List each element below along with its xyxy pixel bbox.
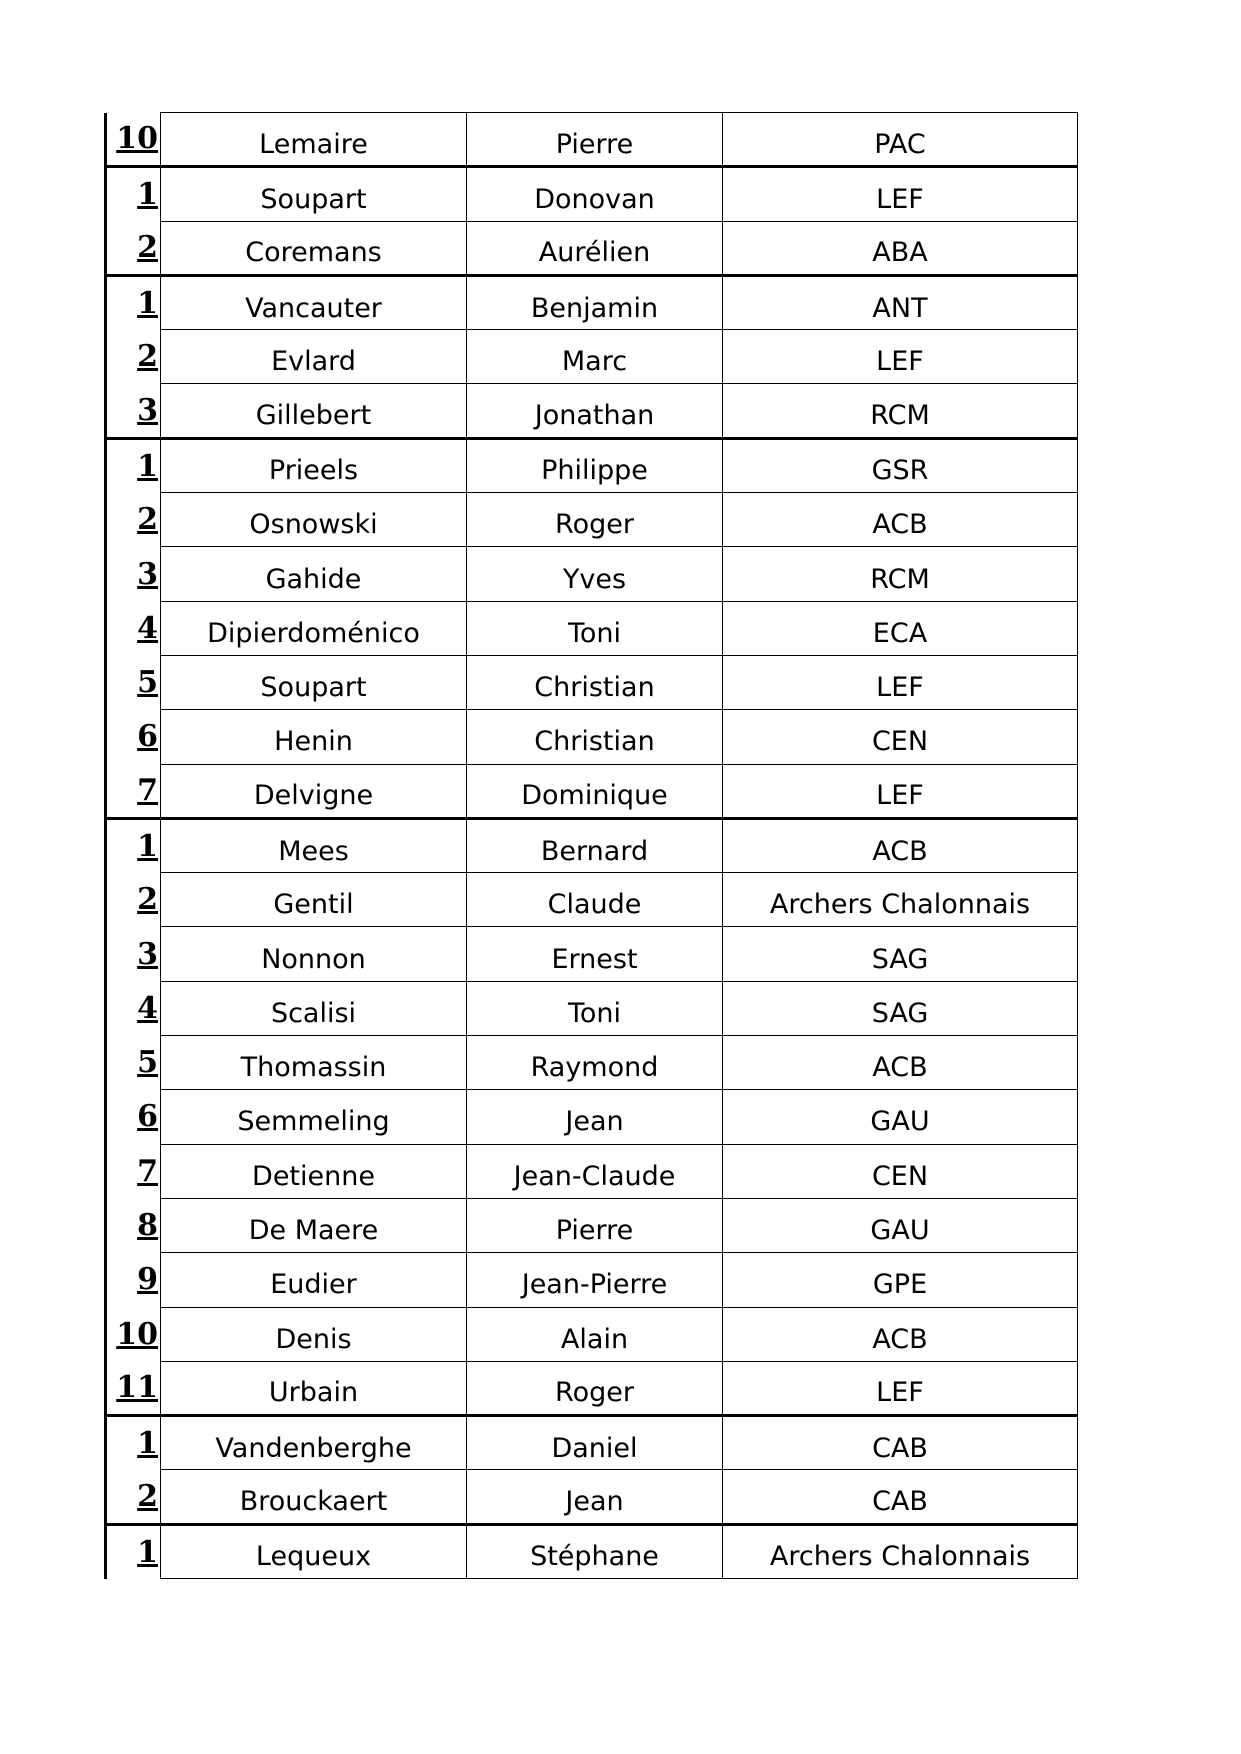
club-cell: SAG	[723, 981, 1078, 1035]
first-name-cell: Stéphane	[467, 1524, 723, 1578]
last-name-cell: Gillebert	[161, 384, 467, 438]
table-row	[106, 1090, 1078, 1144]
table-row	[106, 330, 1078, 384]
club-cell: ACB	[723, 818, 1078, 872]
first-name-cell: Jean-Pierre	[467, 1253, 723, 1307]
club-cell: GPE	[723, 1253, 1078, 1307]
table-row	[106, 493, 1078, 547]
table-row	[106, 1524, 1078, 1578]
table-row	[106, 1470, 1078, 1524]
club-cell: RCM	[723, 547, 1078, 601]
first-name-cell: Daniel	[467, 1416, 723, 1470]
table-row	[106, 275, 1078, 329]
rank-cell: 1	[106, 1524, 161, 1578]
rank-cell: 5	[106, 1036, 161, 1090]
rank-cell: 3	[106, 384, 161, 438]
last-name-cell: Brouckaert	[161, 1470, 467, 1524]
club-cell: CAB	[723, 1470, 1078, 1524]
table-row	[106, 547, 1078, 601]
last-name-cell: Prieels	[161, 438, 467, 492]
last-name-cell: Vandenberghe	[161, 1416, 467, 1470]
last-name-cell: Denis	[161, 1307, 467, 1361]
table-row	[106, 710, 1078, 764]
club-cell: ACB	[723, 1036, 1078, 1090]
rank-cell: 9	[106, 1253, 161, 1307]
table-row	[106, 1036, 1078, 1090]
table-row	[106, 384, 1078, 438]
rank-cell: 8	[106, 1198, 161, 1252]
last-name-cell: Lequeux	[161, 1524, 467, 1578]
club-cell: ABA	[723, 221, 1078, 275]
table-row	[106, 1307, 1078, 1361]
rank-cell: 7	[106, 764, 161, 818]
first-name-cell: Christian	[467, 710, 723, 764]
club-cell: GAU	[723, 1090, 1078, 1144]
club-cell: LEF	[723, 330, 1078, 384]
table-row	[106, 1253, 1078, 1307]
rank-cell: 10	[106, 1307, 161, 1361]
last-name-cell: Soupart	[161, 167, 467, 221]
rank-cell: 1	[106, 275, 161, 329]
club-cell: RCM	[723, 384, 1078, 438]
club-cell: CEN	[723, 710, 1078, 764]
last-name-cell: Eudier	[161, 1253, 467, 1307]
last-name-cell: Gentil	[161, 873, 467, 927]
first-name-cell: Alain	[467, 1307, 723, 1361]
first-name-cell: Toni	[467, 981, 723, 1035]
club-cell: CEN	[723, 1144, 1078, 1198]
last-name-cell: Osnowski	[161, 493, 467, 547]
club-cell: ACB	[723, 493, 1078, 547]
first-name-cell: Jean-Claude	[467, 1144, 723, 1198]
club-cell: CAB	[723, 1416, 1078, 1470]
first-name-cell: Pierre	[467, 1198, 723, 1252]
table-row	[106, 655, 1078, 709]
first-name-cell: Benjamin	[467, 275, 723, 329]
club-cell: ACB	[723, 1307, 1078, 1361]
last-name-cell: De Maere	[161, 1198, 467, 1252]
rank-cell: 1	[106, 818, 161, 872]
table-row	[106, 981, 1078, 1035]
rank-cell: 2	[106, 1470, 161, 1524]
first-name-cell: Pierre	[467, 113, 723, 167]
rank-cell: 11	[106, 1361, 161, 1415]
club-cell: LEF	[723, 167, 1078, 221]
first-name-cell: Philippe	[467, 438, 723, 492]
first-name-cell: Yves	[467, 547, 723, 601]
club-cell: LEF	[723, 655, 1078, 709]
club-cell: LEF	[723, 1361, 1078, 1415]
results-table	[104, 112, 1078, 1579]
club-cell: LEF	[723, 764, 1078, 818]
table-row	[106, 1361, 1078, 1415]
results-table-body	[106, 113, 1078, 1579]
first-name-cell: Aurélien	[467, 221, 723, 275]
table-row	[106, 818, 1078, 872]
last-name-cell: Dipierdoménico	[161, 601, 467, 655]
rank-cell: 5	[106, 655, 161, 709]
first-name-cell: Donovan	[467, 167, 723, 221]
last-name-cell: Nonnon	[161, 927, 467, 981]
first-name-cell: Jean	[467, 1470, 723, 1524]
last-name-cell: Scalisi	[161, 981, 467, 1035]
table-row	[106, 1144, 1078, 1198]
last-name-cell: Mees	[161, 818, 467, 872]
first-name-cell: Jonathan	[467, 384, 723, 438]
first-name-cell: Jean	[467, 1090, 723, 1144]
table-row	[106, 221, 1078, 275]
rank-cell: 6	[106, 1090, 161, 1144]
last-name-cell: Coremans	[161, 221, 467, 275]
last-name-cell: Vancauter	[161, 275, 467, 329]
club-cell: Archers Chalonnais	[723, 873, 1078, 927]
last-name-cell: Evlard	[161, 330, 467, 384]
first-name-cell: Toni	[467, 601, 723, 655]
rank-cell: 2	[106, 221, 161, 275]
club-cell: Archers Chalonnais	[723, 1524, 1078, 1578]
rank-cell: 4	[106, 601, 161, 655]
rank-cell: 2	[106, 873, 161, 927]
first-name-cell: Dominique	[467, 764, 723, 818]
last-name-cell: Thomassin	[161, 1036, 467, 1090]
table-row	[106, 927, 1078, 981]
club-cell: PAC	[723, 113, 1078, 167]
rank-cell: 1	[106, 438, 161, 492]
first-name-cell: Raymond	[467, 1036, 723, 1090]
last-name-cell: Semmeling	[161, 1090, 467, 1144]
club-cell: GSR	[723, 438, 1078, 492]
rank-cell: 3	[106, 927, 161, 981]
club-cell: ECA	[723, 601, 1078, 655]
last-name-cell: Detienne	[161, 1144, 467, 1198]
club-cell: ANT	[723, 275, 1078, 329]
first-name-cell: Roger	[467, 1361, 723, 1415]
rank-cell: 6	[106, 710, 161, 764]
first-name-cell: Roger	[467, 493, 723, 547]
club-cell: GAU	[723, 1198, 1078, 1252]
club-cell: SAG	[723, 927, 1078, 981]
first-name-cell: Christian	[467, 655, 723, 709]
rank-cell: 2	[106, 330, 161, 384]
last-name-cell: Henin	[161, 710, 467, 764]
rank-cell: 1	[106, 1416, 161, 1470]
table-row	[106, 873, 1078, 927]
rank-cell: 4	[106, 981, 161, 1035]
table-row	[106, 113, 1078, 167]
last-name-cell: Lemaire	[161, 113, 467, 167]
first-name-cell: Bernard	[467, 818, 723, 872]
rank-cell: 7	[106, 1144, 161, 1198]
table-row	[106, 438, 1078, 492]
first-name-cell: Marc	[467, 330, 723, 384]
rank-cell: 1	[106, 167, 161, 221]
rank-cell: 2	[106, 493, 161, 547]
last-name-cell: Urbain	[161, 1361, 467, 1415]
first-name-cell: Ernest	[467, 927, 723, 981]
table-row	[106, 167, 1078, 221]
last-name-cell: Delvigne	[161, 764, 467, 818]
table-row	[106, 1416, 1078, 1470]
table-row	[106, 1198, 1078, 1252]
rank-cell: 10	[106, 113, 161, 167]
first-name-cell: Claude	[467, 873, 723, 927]
table-row	[106, 764, 1078, 818]
last-name-cell: Soupart	[161, 655, 467, 709]
rank-cell: 3	[106, 547, 161, 601]
table-row	[106, 601, 1078, 655]
last-name-cell: Gahide	[161, 547, 467, 601]
